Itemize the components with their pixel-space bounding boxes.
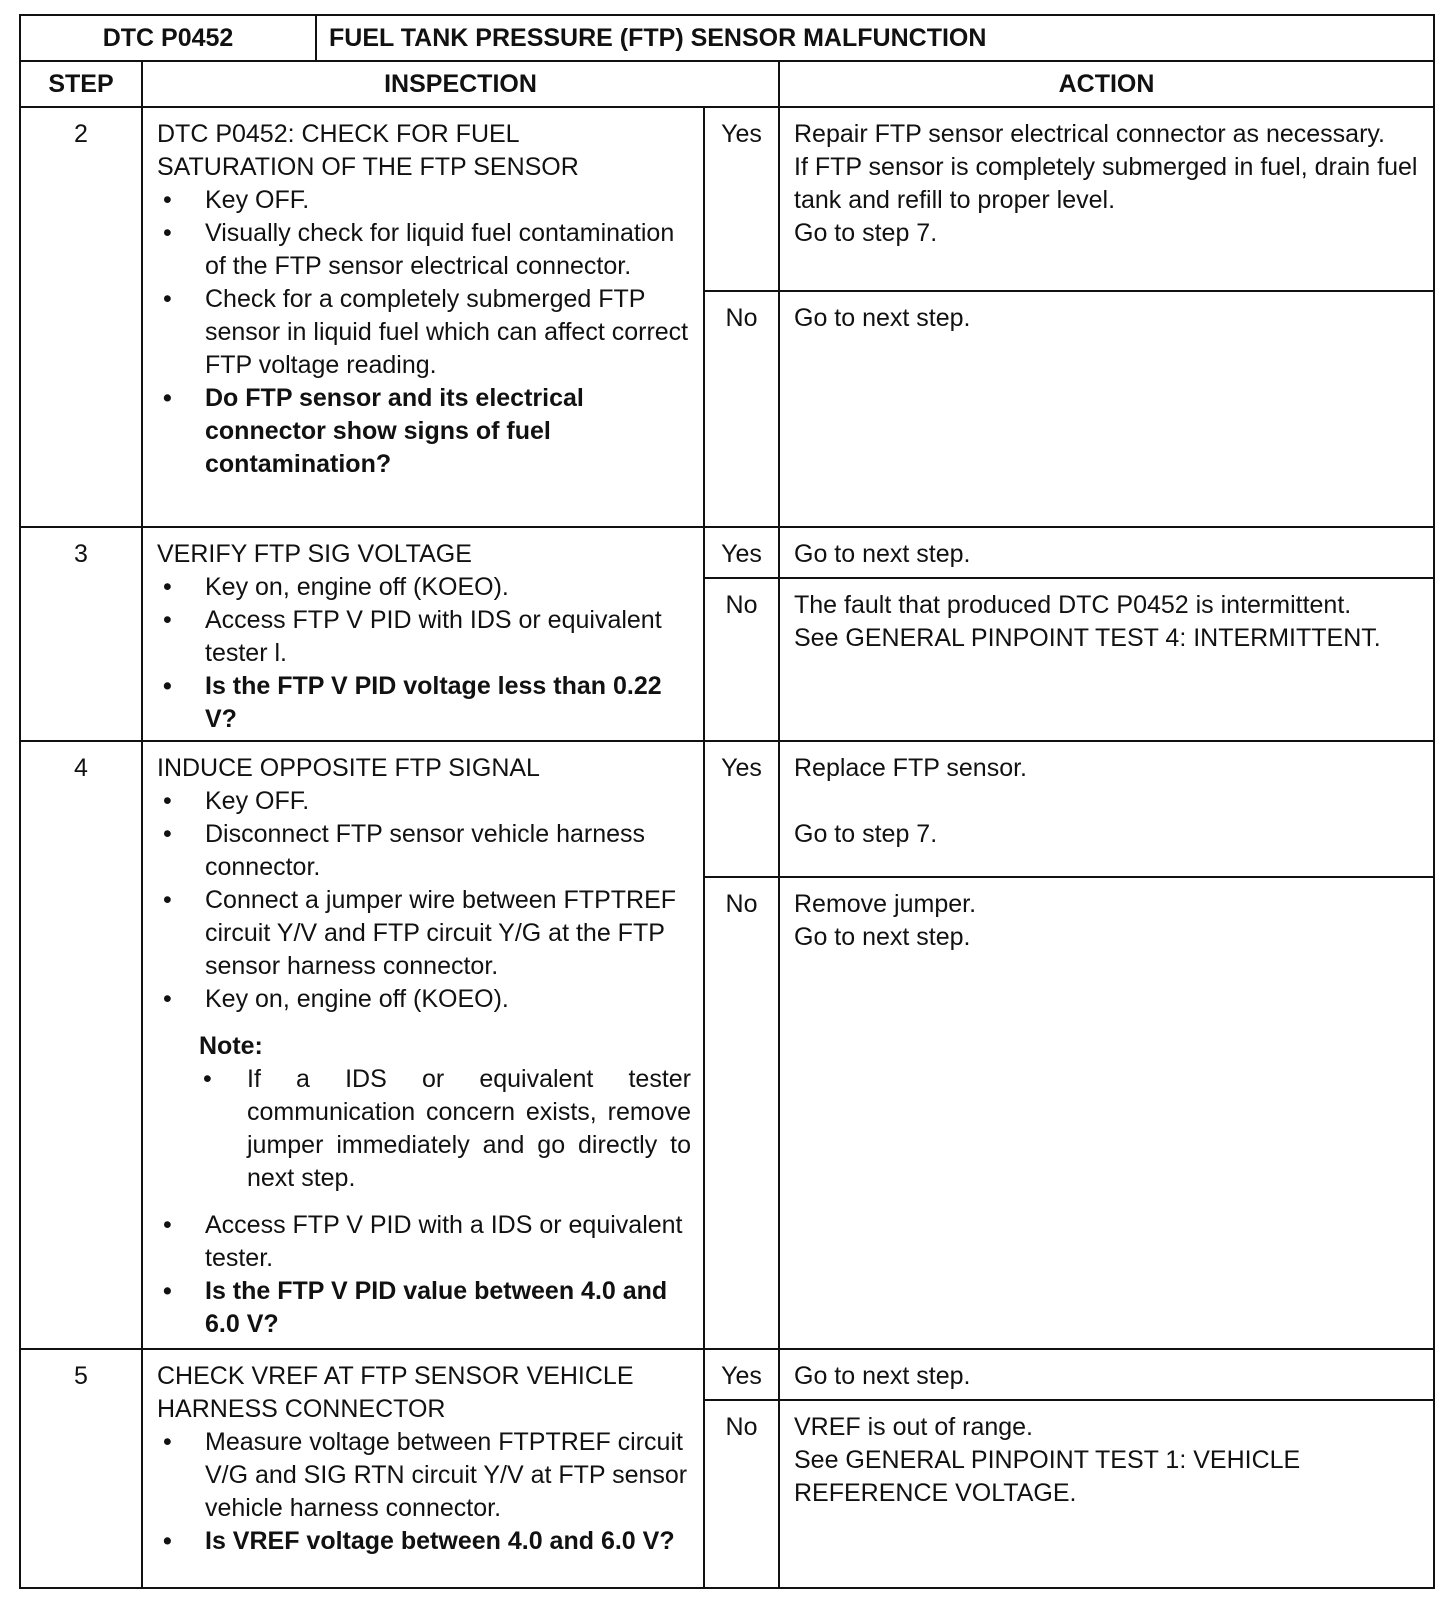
yes-action	[779, 107, 1434, 291]
step-number: 2	[20, 107, 142, 527]
inspection-question: • Is the FTP V PID voltage less than 0.22 V?	[157, 670, 691, 736]
step-heading: VERIFY FTP SIG VOLTAGE	[157, 540, 472, 568]
step-row	[20, 107, 1434, 291]
action-line: If FTP sensor is completely submerged in fuel, drain fuel tank and refill to proper level.	[794, 153, 1418, 214]
inspection-list	[157, 1426, 691, 1558]
inspection-bullet: • Visually check for liquid fuel contamination of the FTP sensor electrical connector.	[157, 217, 691, 283]
action-line: Replace FTP sensor.	[794, 754, 1027, 782]
inspection-question: • Is the FTP V PID value between 4.0 and 6.0 V?	[157, 1275, 691, 1341]
inspection-bullet: • Key on, engine off (KOEO).	[157, 571, 691, 604]
dtc-procedure-table	[19, 14, 1435, 1589]
inspection-cell	[142, 1349, 704, 1588]
step-heading: INDUCE OPPOSITE FTP SIGNAL	[157, 754, 540, 782]
action-line: Go to next step.	[794, 540, 971, 568]
column-header-row	[20, 61, 1434, 107]
action-line: Go to step 7.	[794, 219, 938, 247]
no-action	[779, 877, 1434, 1349]
inspection-list	[157, 785, 691, 1016]
inspection-bullet: • Access FTP V PID with a IDS or equivalent tester.	[157, 1209, 691, 1275]
inspection-bullet: • Disconnect FTP sensor vehicle harness connector.	[157, 818, 691, 884]
step-row	[20, 527, 1434, 578]
no-action	[779, 291, 1434, 527]
action-line: Remove jumper.	[794, 890, 977, 918]
inspection-list	[157, 571, 691, 736]
step-row	[20, 741, 1434, 877]
column-header-step: STEP	[20, 61, 142, 107]
note-item: • If a IDS or equivalent tester communication concern exists, remove jumper immediately and go directly to next step.	[199, 1063, 691, 1195]
no-label: No	[704, 1400, 779, 1588]
no-label: No	[704, 291, 779, 527]
inspection-bullet: • Key on, engine off (KOEO).	[157, 983, 691, 1016]
step-number: 5	[20, 1349, 142, 1588]
yes-label: Yes	[704, 741, 779, 877]
yes-label: Yes	[704, 1349, 779, 1400]
no-action	[779, 578, 1434, 741]
inspection-cell	[142, 107, 704, 527]
step-heading: CHECK VREF AT FTP SENSOR VEHICLE	[157, 1362, 634, 1390]
no-label: No	[704, 877, 779, 1349]
action-line: The fault that produced DTC P0452 is intermittent.	[794, 591, 1352, 620]
action-line: See GENERAL PINPOINT TEST 4: INTERMITTENT.	[794, 624, 1381, 653]
yes-action	[779, 741, 1434, 877]
inspection-cell	[142, 527, 704, 741]
step-number: 3	[20, 527, 142, 741]
note-title: Note:	[199, 1032, 263, 1060]
step-number: 4	[20, 741, 142, 1349]
action-spacer	[794, 785, 1421, 818]
dtc-title: FUEL TANK PRESSURE (FTP) SENSOR MALFUNCTION	[316, 15, 1434, 61]
inspection-bullet: • Measure voltage between FTPTREF circuit V/G and SIG RTN circuit Y/V at FTP sensor vehicle harness connector.	[157, 1426, 691, 1525]
inspection-list	[157, 184, 691, 481]
inspection-bullet: • Connect a jumper wire between FTPTREF circuit Y/V and FTP circuit Y/G at the FTP sensor harness connector.	[157, 884, 691, 983]
action-line: Go to next step.	[794, 923, 971, 951]
yes-action	[779, 527, 1434, 578]
no-action	[779, 1400, 1434, 1588]
step-heading: SATURATION OF THE FTP SENSOR	[157, 153, 579, 181]
inspection-bullet: • Access FTP V PID with IDS or equivalent tester l.	[157, 604, 691, 670]
note-list	[199, 1063, 691, 1195]
action-line: VREF is out of range.	[794, 1413, 1034, 1441]
inspection-question: • Do FTP sensor and its electrical connector show signs of fuel contamination?	[157, 382, 691, 481]
dtc-code: DTC P0452	[20, 15, 316, 61]
step-heading: DTC P0452: CHECK FOR FUEL	[157, 120, 520, 148]
step-row	[20, 1349, 1434, 1400]
inspection-bullet: • Key OFF.	[157, 184, 691, 217]
action-line: Go to next step.	[794, 304, 971, 332]
inspection-question: • Is VREF voltage between 4.0 and 6.0 V?	[157, 1525, 691, 1558]
dtc-title-row	[20, 15, 1434, 61]
action-line: Go to step 7.	[794, 820, 938, 848]
yes-label: Yes	[704, 527, 779, 578]
action-line: Go to next step.	[794, 1362, 971, 1390]
yes-label: Yes	[704, 107, 779, 291]
inspection-list	[157, 1209, 691, 1341]
no-label: No	[704, 578, 779, 741]
inspection-bullet: • Key OFF.	[157, 785, 691, 818]
column-header-inspection: INSPECTION	[142, 61, 779, 107]
inspection-cell	[142, 741, 704, 1349]
yes-action	[779, 1349, 1434, 1400]
action-line: Repair FTP sensor electrical connector as necessary.	[794, 120, 1385, 148]
column-header-action: ACTION	[779, 61, 1434, 107]
step-heading: HARNESS CONNECTOR	[157, 1395, 446, 1423]
action-line: See GENERAL PINPOINT TEST 1: VEHICLE REFERENCE VOLTAGE.	[794, 1446, 1301, 1507]
inspection-bullet: • Check for a completely submerged FTP sensor in liquid fuel which can affect correct FTP voltage reading.	[157, 283, 691, 382]
